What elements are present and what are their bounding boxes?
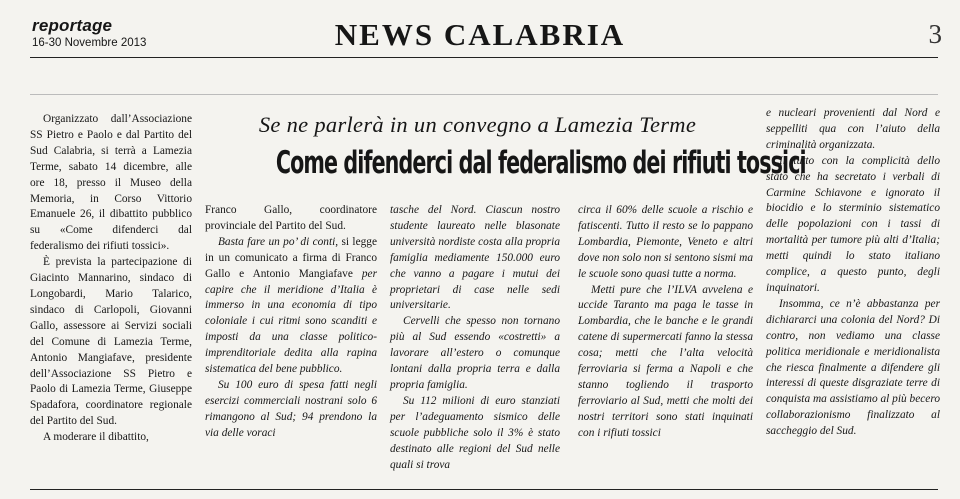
paragraph: e nucleari provenienti dal Nord e seppelliti qua con l’aiuto della criminalità organizzata.	[766, 107, 940, 151]
paragraph: A moderare il dibattito,	[43, 431, 149, 444]
paragraph: Cervelli che spesso non tornano più al Sud essendo «costretti» a lavorare all’estero o comunque lontani dalla propria terra e dalla propria famiglia.	[390, 315, 560, 391]
footer-rule	[30, 489, 938, 490]
article-column-4	[578, 203, 753, 442]
masthead: NEWS CALABRIA	[334, 17, 626, 52]
paragraph: tasche del Nord. Ciascun nostro studente laureato nelle blasonate università nordiste costa alla propria famiglia mediamente 150.000 euro che vanno a pagare i mutui dei proprietari di case nelle sedi universitarie.	[390, 204, 560, 312]
header-shadow-rule	[30, 94, 938, 95]
quote-text: Basta fare un po’ di conti	[218, 235, 336, 248]
issue-date: 16-30 Novembre 2013	[32, 37, 147, 49]
article-column-5	[766, 106, 940, 440]
paragraph: Su 100 euro di spesa fatti negli esercizi commerciali nostrani solo 6 rimangono al Sud; 94 prendono la via delle voraci	[205, 378, 377, 439]
paragraph: Organizzato dall’Associazione SS Pietro e Paolo e dal Partito del Sud Calabria, si terrà a Lamezia Terme, sabato 14 dicembre, alle ore 18, presso il Museo della Memoria, in Corso Vittorio Emanuele 26, il dibattito pubblico su «Come difenderci dal federalismo dei rifiuti tossici».	[30, 113, 192, 253]
article-column-3	[390, 203, 560, 473]
paragraph: Su 112 milioni di euro stanziati per l’adeguamento sismico delle scuole pubbliche solo il 3% è stato destinato alle regioni del Sud nelle quali si trova	[390, 394, 560, 471]
article-headline: Come difenderci dal federalismo dei rifiuti tossici	[275, 145, 806, 181]
paragraph-text: , si legge in un comunicato a firma di Franco Gallo e Antonio Mangiafave	[205, 235, 377, 280]
paragraph: Insomma, ce n’è abbastanza per dichiararci una colonia del Nord? Di contro, non vediamo una classe politica meridionale e meridionalista che riesca finalmente a difendere gli interessi di queste disgraziate terre di conquista ma assistiamo al più becero collaborazionismo finalizzato al saccheggio del Sud.	[766, 297, 940, 438]
page-number: 3	[928, 19, 942, 49]
paragraph: Il tutto con la complicità dello stato che ha secretato i verbali di Carmine Schiavone e ignorato il biocidio e lo sterminio sistematico delle popolazioni con i tassi di mortalità per tumore più alti d’Italia; metti quindi lo stato italiano complice, a questo punto, degli inquinatori.	[766, 154, 940, 294]
paragraph: È prevista la partecipazione di Giacinto Mannarino, sindaco di Longobardi, Mario Talarico, sindaco di Carlopoli, Giovanni Gallo, assessore ai Servizi sociali del Comune di Lamezia Terme, Antonio Mangiafave, presidente dell’Associazione SS Pietro e Paolo di Lamezia Terme, Giuseppe Spadafora, coordinatore regionale del Partito del Sud.	[30, 256, 192, 428]
paragraph: Metti pure che l’ILVA avvelena e uccide Taranto ma paga le tasse in Lombardia, che le banche e le grandi catene di supermercati fanno la stessa cosa; metti che l’alta velocità ferroviaria si ferma a Napoli e che stanno togliendo il trasporto ferroviario al Sud, metti che molti dei nostri territori sono stati inquinati con i rifiuti tossici	[578, 283, 753, 439]
article-kicker: Se ne parlerà in un convegno a Lamezia Terme	[258, 112, 697, 137]
article-column-2	[205, 203, 377, 442]
section-rubric: reportage	[32, 16, 113, 35]
paragraph: circa il 60% delle scuole a rischio e fatiscenti. Tutto il resto se lo pappano Lombardia, Piemonte, Veneto e altri dove non solo non si sentono sismi ma le scuole sono quasi tutte a norma.	[578, 204, 753, 280]
article-column-1	[30, 112, 192, 446]
paragraph	[205, 235, 377, 378]
paragraph: Franco Gallo, coordinatore provinciale del Partito del Sud.	[205, 204, 377, 232]
quote-text: per capire che il meridione d’Italia è immerso in una economia di tipo coloniale i cui ritmi sono scanditi e imposti da una classe politico-imprenditoriale dedita alla rapina sistematica del bene pubblico.	[205, 267, 377, 376]
header-rule	[30, 57, 938, 58]
